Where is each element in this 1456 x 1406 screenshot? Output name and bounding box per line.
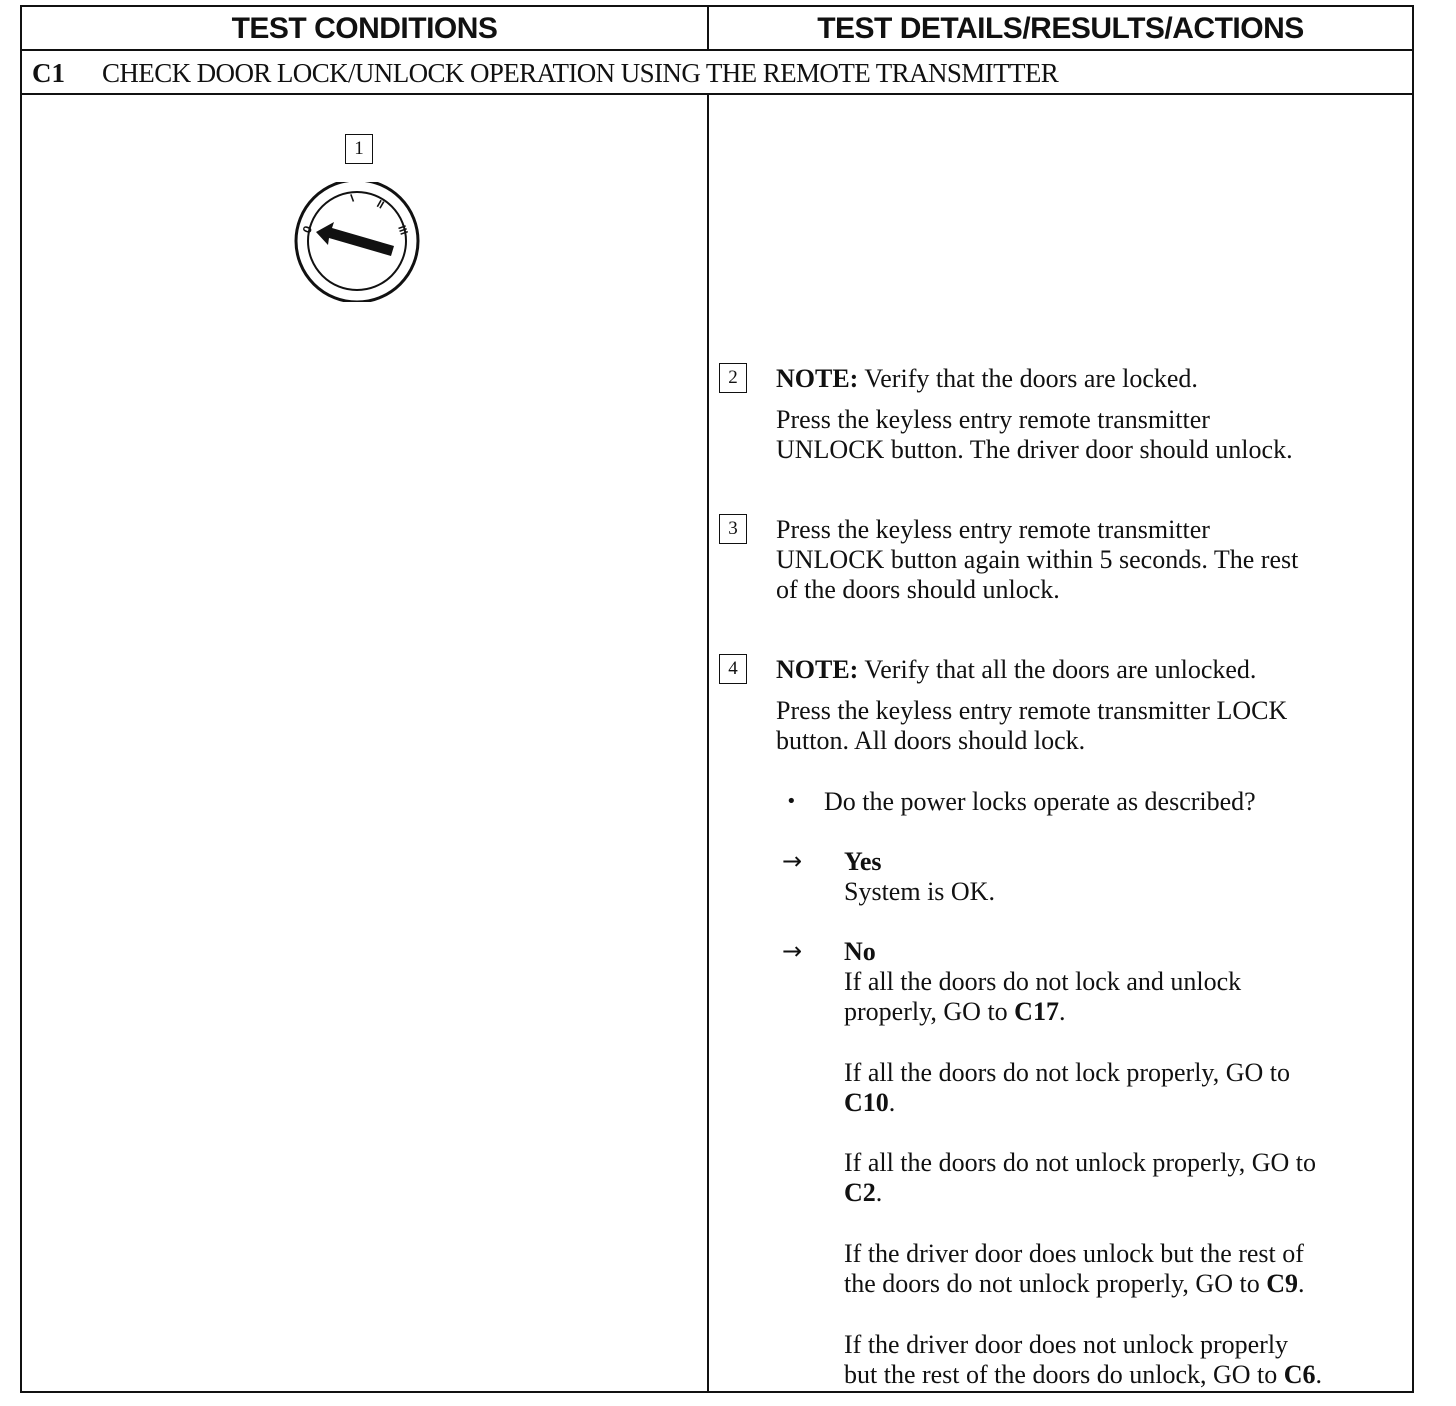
- step-2-body-line-1: Press the keyless entry remote transmitter: [776, 405, 1210, 434]
- no-result-3-line-1: If all the doors do not unlock properly, GO to: [844, 1148, 1316, 1177]
- detail-step-number-4: 4: [719, 654, 747, 684]
- bullet-icon: •: [786, 791, 797, 812]
- step-2-body-line-2: UNLOCK button. The driver door should unlock.: [776, 435, 1293, 464]
- step-2-note: [776, 363, 1198, 394]
- ignition-key-arrow: [316, 222, 394, 256]
- yes-text: System is OK.: [844, 877, 995, 906]
- step-id: C1: [32, 58, 65, 88]
- no-result-5-line-2: [844, 1359, 1322, 1390]
- detail-step-number-2: 2: [719, 363, 747, 393]
- period: .: [1058, 997, 1066, 1026]
- ignition-label-0: 0: [299, 223, 316, 236]
- step-title-row: [22, 51, 1412, 95]
- no-result-5-line-1: If the driver door does not unlock properly: [844, 1330, 1289, 1359]
- ignition-label-3: III: [395, 223, 410, 237]
- step-title: CHECK DOOR LOCK/UNLOCK OPERATION USING THE REMOTE TRANSMITTER: [102, 58, 1059, 88]
- arrow-right-icon: →: [782, 847, 803, 875]
- column-divider: [707, 95, 709, 1391]
- goto-ref-c2[interactable]: C2: [844, 1178, 876, 1207]
- no-result-4-line-2: [844, 1268, 1304, 1299]
- ignition-label-2: II: [374, 198, 386, 212]
- no-result-1-line-1: If all the doors do not lock and unlock: [844, 967, 1242, 996]
- period: .: [1297, 1269, 1305, 1298]
- no-result-2-line-1: If all the doors do not lock properly, GO to: [844, 1058, 1290, 1087]
- no-result-2-line-2: [844, 1087, 895, 1118]
- yes-label: Yes: [844, 847, 882, 876]
- note-text: Verify that the doors are locked.: [858, 364, 1198, 393]
- no-result-4-text: the doors do not unlock properly, GO to: [844, 1269, 1267, 1298]
- diagnostic-table: [20, 5, 1414, 1393]
- note-label: NOTE:: [776, 364, 859, 393]
- ignition-label-1: I: [348, 192, 356, 205]
- step-4-body-line-1: Press the keyless entry remote transmitter LOCK: [776, 696, 1288, 725]
- step-4-note: [776, 654, 1256, 685]
- step-3-body-line-1: Press the keyless entry remote transmitter: [776, 515, 1210, 544]
- no-result-4-line-1: If the driver door does unlock but the rest of: [844, 1239, 1304, 1268]
- no-result-3-line-2: [844, 1177, 882, 1208]
- period: .: [875, 1178, 883, 1207]
- goto-ref-c9[interactable]: C9: [1266, 1269, 1298, 1298]
- no-label: No: [844, 937, 876, 966]
- note-text: Verify that all the doors are unlocked.: [858, 655, 1257, 684]
- step-3-body-line-3: of the doors should unlock.: [776, 575, 1060, 604]
- goto-ref-c6[interactable]: C6: [1283, 1360, 1316, 1389]
- goto-ref-c17[interactable]: C17: [1014, 997, 1059, 1026]
- period: .: [1315, 1360, 1323, 1389]
- period: .: [888, 1088, 896, 1117]
- question-text: Do the power locks operate as described?: [824, 787, 1256, 816]
- detail-step-number-3: 3: [719, 514, 747, 544]
- no-result-5-text: but the rest of the doors do unlock, GO to: [844, 1360, 1284, 1389]
- condition-step-number: 1: [345, 134, 373, 164]
- step-3-body-line-2: UNLOCK button again within 5 seconds. The rest: [776, 545, 1299, 574]
- header-test-conditions: TEST CONDITIONS: [22, 7, 709, 49]
- ignition-switch-icon: [292, 182, 422, 302]
- step-4-body-line-2: button. All doors should lock.: [776, 726, 1086, 755]
- no-result-1-line-2: [844, 996, 1065, 1027]
- table-header: [22, 7, 1412, 51]
- header-test-details: TEST DETAILS/RESULTS/ACTIONS: [817, 12, 1304, 45]
- note-label: NOTE:: [776, 655, 859, 684]
- arrow-right-icon: →: [782, 937, 803, 965]
- no-result-1-text: properly, GO to: [844, 997, 1015, 1026]
- goto-ref-c10[interactable]: C10: [844, 1088, 889, 1117]
